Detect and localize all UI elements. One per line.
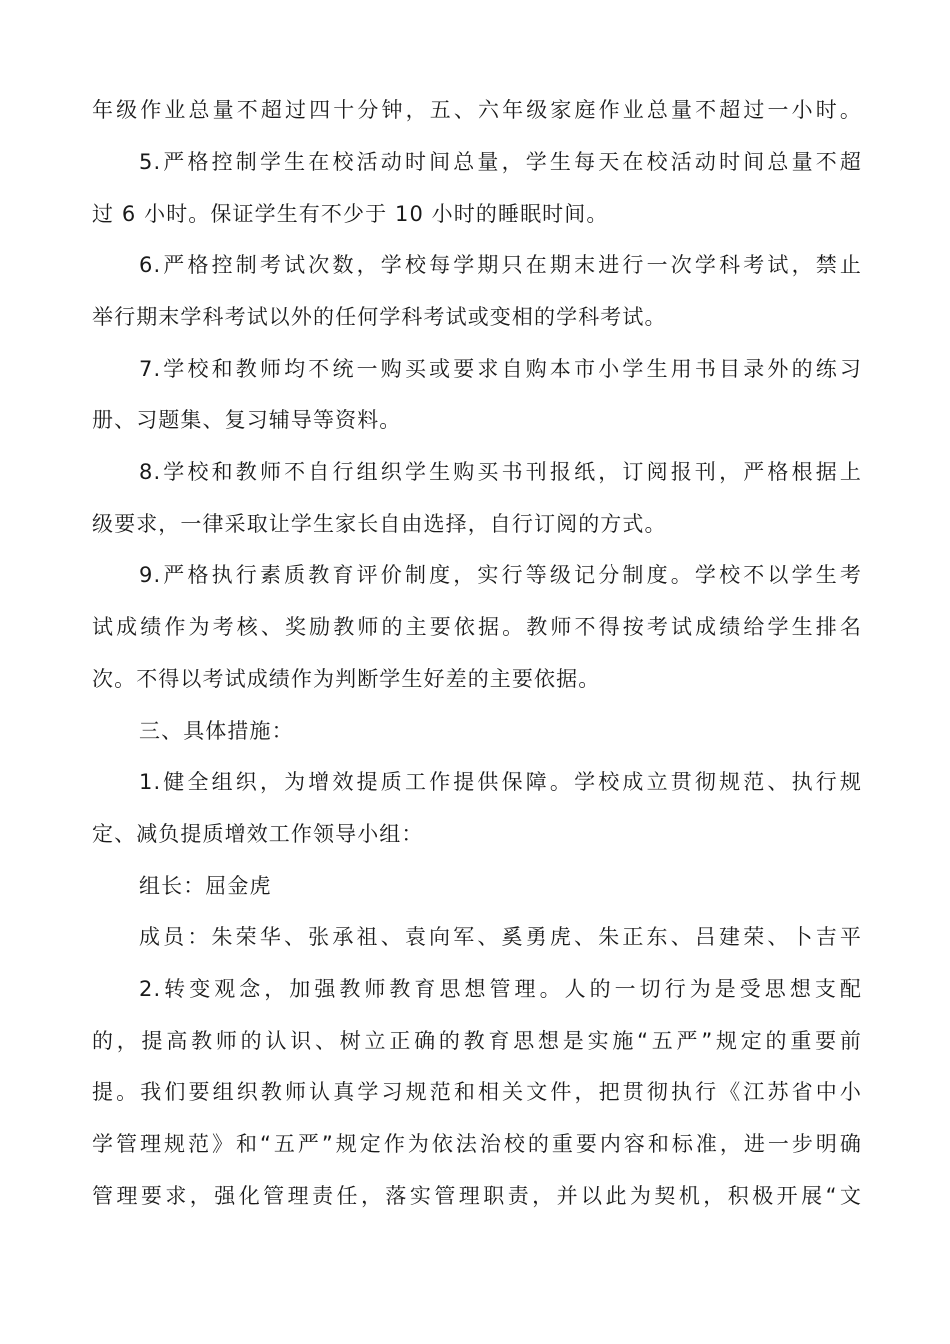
text-line-9: 级要求，一律采取让学生家长自由选择，自行订阅的方式。 <box>92 512 667 536</box>
text-line-2: 5.严格控制学生在校活动时间总量，学生每天在校活动时间总量不超 <box>139 150 862 174</box>
text-line-4: 6.严格控制考试次数，学校每学期只在期末进行一次学科考试，禁止 <box>139 253 862 277</box>
text-line-8: 8.学校和教师不自行组织学生购买书刊报纸，订阅报刊，严格根据上 <box>139 460 862 484</box>
text-line-15: 定、减负提质增效工作领导小组： <box>92 822 424 846</box>
text-line-21: 学管理规范》和“五严”规定作为依法治校的重要内容和标准，进一步明确 <box>92 1132 862 1156</box>
group-leader-line: 组长：屈金虎 <box>139 874 272 898</box>
text-line-14: 1.健全组织，为增效提质工作提供保障。学校成立贯彻规范、执行规 <box>139 770 862 794</box>
section-heading: 三、具体措施： <box>139 719 294 743</box>
text-line-12: 次。不得以考试成绩作为判断学生好差的主要依据。 <box>92 667 601 691</box>
text-line-3: 过 6 小时。保证学生有不少于 10 小时的睡眠时间。 <box>92 202 609 226</box>
text-line-5: 举行期末学科考试以外的任何学科考试或变相的学科考试。 <box>92 305 667 329</box>
text-line-19: 的，提高教师的认识、树立正确的教育思想是实施“五严”规定的重要前 <box>92 1029 862 1053</box>
text-line-7: 册、习题集、复习辅导等资料。 <box>92 408 402 432</box>
text-line-11: 试成绩作为考核、奖励教师的主要依据。教师不得按考试成绩给学生排名 <box>92 615 862 639</box>
text-line-18: 2.转变观念，加强教师教育思想管理。人的一切行为是受思想支配 <box>139 977 862 1001</box>
group-members-line: 成员：朱荣华、张承祖、袁向军、奚勇虎、朱正东、吕建荣、卜吉平 <box>139 925 862 949</box>
text-line-6: 7.学校和教师均不统一购买或要求自购本市小学生用书目录外的练习 <box>139 357 862 381</box>
text-line-1: 年级作业总量不超过四十分钟，五、六年级家庭作业总量不超过一小时。 <box>92 98 862 122</box>
text-line-22: 管理要求，强化管理责任，落实管理职责，并以此为契机，积极开展“文 <box>92 1184 862 1208</box>
text-line-20: 提。我们要组织教师认真学习规范和相关文件，把贯彻执行《江苏省中小 <box>92 1080 862 1104</box>
text-line-10: 9.严格执行素质教育评价制度，实行等级记分制度。学校不以学生考 <box>139 563 862 587</box>
